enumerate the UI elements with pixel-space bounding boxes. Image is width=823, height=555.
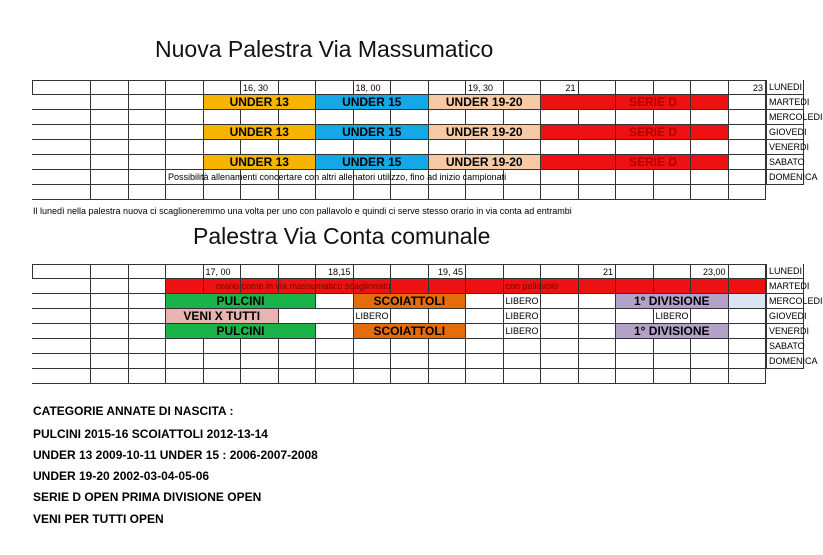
table-cell [729,339,767,354]
table-cell [729,125,767,140]
block-under15: UNDER 15 [316,155,429,170]
table-cell [541,170,579,185]
lunedi-note-2: con pallavolo [505,281,559,291]
table-cell [429,80,467,95]
block-red [541,125,616,140]
table-cell [429,140,467,155]
table-cell [129,339,167,354]
table-cell [729,264,767,279]
table-cell [32,324,91,339]
table-cell [204,369,242,384]
table-cell [166,110,204,125]
block-serie-d-label: SERIE D [628,125,677,139]
table-cell [616,354,654,369]
table-cell [466,140,504,155]
table-cell [204,185,242,200]
table-cell [541,339,579,354]
table-cell [316,140,354,155]
time-label: 17, 00 [204,264,242,279]
table-cell [279,339,317,354]
table-cell [691,110,729,125]
table-cell [129,264,167,279]
day-label: MERCOLEDI [766,110,804,125]
table-cell [32,185,91,200]
block-serie-d [616,125,691,140]
table-cell [579,309,617,324]
table-cell [241,369,279,384]
table-cell [354,354,392,369]
table-cell [91,185,129,200]
table-cell [32,125,91,140]
table-cell [91,110,129,125]
table-cell [579,339,617,354]
table-cell [429,369,467,384]
table-cell [129,309,167,324]
time-label: 18,15 [316,264,354,279]
block-veni-x-tutti: VENI X TUTTI [166,309,279,324]
table-cell [616,264,654,279]
table-cell [391,80,429,95]
table-cell [391,354,429,369]
table-cell [354,140,392,155]
block-serie-d-label: SERIE D [628,95,677,109]
table-cell [32,110,91,125]
table-cell [279,354,317,369]
block-under1920: UNDER 19-20 [429,125,542,140]
table-cell [32,95,91,110]
table-cell [654,339,692,354]
time-label: 16, 30 [241,80,279,95]
table-cell [616,170,654,185]
block-red [504,279,559,294]
table-cell [616,185,654,200]
day-label: GIOVEDI [766,309,804,324]
table-cell [241,110,279,125]
table-cell [166,354,204,369]
table-cell [91,354,129,369]
table-cell [129,369,167,384]
table-cell [616,339,654,354]
footer-note: Il lunedì nella palestra nuova ci scaglioneremmo una volta per uno con pallavolo e quindi ci serve stesso orario in via conta ad entrambi [33,206,572,216]
block-under13: UNDER 13 [204,95,317,110]
table-cell [504,80,542,95]
table-cell [32,339,91,354]
table-cell [616,140,654,155]
table-cell [541,369,579,384]
table-cell [129,140,167,155]
table-cell [616,80,654,95]
table-cell [504,264,542,279]
table-cell [241,339,279,354]
table-cell [166,339,204,354]
table-cell [691,140,729,155]
table-cell [579,369,617,384]
table-cell [466,369,504,384]
block-red [691,95,729,110]
libero-label: LIBERO [504,309,542,324]
categories-line: UNDER 19-20 2002-03-04-05-06 [33,469,210,483]
table-cell [32,140,91,155]
block-red [541,155,616,170]
block-red [691,125,729,140]
table-cell [166,264,204,279]
day-label: VENERDI [766,324,804,339]
table-cell [579,185,617,200]
table-cell [279,309,354,324]
table-cell [616,309,654,324]
table-cell [541,309,579,324]
table-cell [91,125,129,140]
table-cell [129,279,167,294]
table-cell [541,185,579,200]
table-cell [729,354,767,369]
table-cell [654,264,692,279]
table-cell [391,264,429,279]
block-under1920: UNDER 19-20 [429,95,542,110]
table-cell [429,279,467,294]
table-cell [729,140,767,155]
table-cell [166,95,204,110]
table-cell [504,170,542,185]
table-cell [129,110,167,125]
table-cell [391,110,429,125]
time-label: 23 [729,80,767,95]
block-under15: UNDER 15 [316,95,429,110]
block-scoiattoli: SCOIATTOLI [354,324,467,339]
libero-label: LIBERO [504,324,542,339]
table-cell [354,110,392,125]
table-cell [204,110,242,125]
table-cell [91,95,129,110]
table-cell [466,185,504,200]
table-cell [316,369,354,384]
table-cell [729,155,767,170]
table-cell [91,324,129,339]
table-cell [91,170,129,185]
table-cell [729,185,767,200]
block-serie-d [616,95,691,110]
table-cell [691,279,729,294]
categories-line: SERIE D OPEN PRIMA DIVISIONE OPEN [33,490,262,504]
table-cell [32,369,91,384]
table-cell [691,339,729,354]
table-cell [91,339,129,354]
table-cell [504,369,542,384]
table-cell [354,339,392,354]
day-label: MARTEDI [766,95,804,110]
table-cell [279,110,317,125]
table-cell [316,294,354,309]
title-massumatico: Nuova Palestra Via Massumatico [155,36,494,62]
table-cell [316,354,354,369]
table-cell [616,279,654,294]
table-cell [91,80,129,95]
table-cell [129,185,167,200]
block-prima-divisione: 1° DIVISIONE [616,324,729,339]
table-cell [91,279,129,294]
block-pulcini: PULCINI [166,324,316,339]
time-label: 18, 00 [354,80,392,95]
table-cell [429,110,467,125]
table-cell [504,354,542,369]
table-cell [32,155,91,170]
table-cell [579,170,617,185]
table-cell [654,279,692,294]
schedule-table-massumatico [32,80,823,200]
table-cell [204,140,242,155]
table-cell [166,185,204,200]
table-cell [729,95,767,110]
table-cell [32,170,91,185]
table-cell [466,264,504,279]
table-cell [541,110,579,125]
table-cell [541,264,579,279]
table-cell [129,170,167,185]
table-cell [729,309,767,324]
day-label: VENERDI [766,140,804,155]
time-label: 23,00 [691,264,729,279]
table-cell [354,369,392,384]
table-cell [579,80,617,95]
block-prima-divisione: 1° DIVISIONE [616,294,729,309]
table-cell [391,339,429,354]
table-cell [32,279,91,294]
table-cell [91,140,129,155]
table-cell [541,294,579,309]
table-cell [279,264,317,279]
table-cell [129,125,167,140]
table-cell [204,354,242,369]
block-serie-d [616,155,691,170]
table-cell [654,354,692,369]
table-cell [504,140,542,155]
table-cell [316,185,354,200]
table-cell [316,324,354,339]
table-cell [279,140,317,155]
table-cell [654,185,692,200]
table-cell [204,80,242,95]
schedule-table-conta [32,264,823,384]
table-cell [616,110,654,125]
block-under13: UNDER 13 [204,125,317,140]
table-cell [429,309,467,324]
table-cell [504,110,542,125]
day-label: SABATO [766,339,804,354]
table-cell [579,140,617,155]
table-cell [729,369,767,384]
table-cell [466,354,504,369]
table-cell [129,294,167,309]
table-cell [579,279,617,294]
day-label: LUNEDI [766,264,804,279]
day-label: DOMENICA [766,170,804,185]
block-serie-d-label: SERIE D [628,155,677,169]
table-cell [166,170,507,185]
table-cell [166,80,204,95]
table-cell [129,95,167,110]
lunedi-note: orario come in via massumatico scaglionato [216,281,391,291]
table-cell [654,170,692,185]
table-cell [91,309,129,324]
table-cell [729,170,767,185]
title-conta: Palestra Via Conta comunale [193,223,491,249]
table-cell [691,185,729,200]
table-cell [391,185,429,200]
table-cell [466,294,504,309]
categories-line: UNDER 13 2009-10-11 UNDER 15 : 2006-2007-2008 [33,448,318,462]
table-cell [391,309,429,324]
table-cell [129,80,167,95]
table-cell [729,294,767,309]
header-corner [32,264,91,279]
table-cell [354,264,392,279]
block-under15: UNDER 15 [316,125,429,140]
table-cell [32,309,91,324]
table-cell [729,279,767,294]
table-cell [32,294,91,309]
table-cell [129,324,167,339]
block-red [541,95,616,110]
table-cell [91,155,129,170]
day-label: MARTEDI [766,279,804,294]
table-cell [429,339,467,354]
day-label: SABATO [766,155,804,170]
table-cell [654,110,692,125]
block-pulcini: PULCINI [166,294,316,309]
time-label: 21 [579,264,617,279]
time-label: 19, 45 [429,264,467,279]
table-cell [691,354,729,369]
table-cell [391,279,429,294]
table-cell [241,264,279,279]
table-cell [579,110,617,125]
table-cell [91,369,129,384]
block-scoiattoli: SCOIATTOLI [354,294,467,309]
table-cell [654,140,692,155]
table-cell [166,369,204,384]
table-cell [691,80,729,95]
block-under1920: UNDER 19-20 [429,155,542,170]
table-cell [241,140,279,155]
table-cell [391,140,429,155]
table-cell [241,354,279,369]
table-cell [541,354,579,369]
block-red [166,279,391,294]
block-under13: UNDER 13 [204,155,317,170]
table-cell [129,354,167,369]
table-cell [316,110,354,125]
table-cell [466,279,504,294]
table-cell [466,339,504,354]
table-cell [279,80,317,95]
table-cell [91,294,129,309]
libero-label: LIBERO [654,309,692,324]
sabato-note: Possibilità allenamenti concertare con altri allenatori utilizzo, fino ad inizio campionati [168,172,507,182]
table-cell [616,369,654,384]
table-cell [316,339,354,354]
table-cell [691,309,729,324]
table-cell [729,324,767,339]
time-label: 19, 30 [466,80,504,95]
day-label: GIOVEDI [766,125,804,140]
table-cell [504,185,542,200]
categories-line: VENI PER TUTTI OPEN [33,512,164,526]
table-cell [579,294,617,309]
categories-line: PULCINI 2015-16 SCOIATTOLI 2012-13-14 [33,427,268,441]
table-cell [166,125,204,140]
table-cell [354,185,392,200]
table-cell [166,155,204,170]
table-cell [166,140,204,155]
table-cell [429,354,467,369]
table-cell [32,354,91,369]
table-cell [541,140,579,155]
table-cell [654,80,692,95]
libero-label: LIBERO [354,309,392,324]
table-cell [91,264,129,279]
table-cell [729,110,767,125]
table-cell [204,339,242,354]
header-corner [32,80,91,95]
table-cell [279,369,317,384]
table-cell [579,324,617,339]
table-cell [279,185,317,200]
table-cell [429,185,467,200]
table-cell [391,369,429,384]
table-cell [579,354,617,369]
table-cell [504,339,542,354]
block-red [691,155,729,170]
table-cell [691,170,729,185]
day-label: DOMENICA [766,354,804,369]
table-cell [541,324,579,339]
table-cell [241,185,279,200]
table-cell [316,80,354,95]
table-cell [129,155,167,170]
time-label: 21 [541,80,579,95]
table-cell [654,369,692,384]
day-label: LUNEDI [766,80,804,95]
table-cell [466,110,504,125]
table-cell [466,309,504,324]
table-cell [691,369,729,384]
table-cell [466,324,504,339]
categories-heading: CATEGORIE ANNATE DI NASCITA : [33,404,234,418]
day-label: MERCOLEDI [766,294,804,309]
libero-label: LIBERO [504,294,542,309]
